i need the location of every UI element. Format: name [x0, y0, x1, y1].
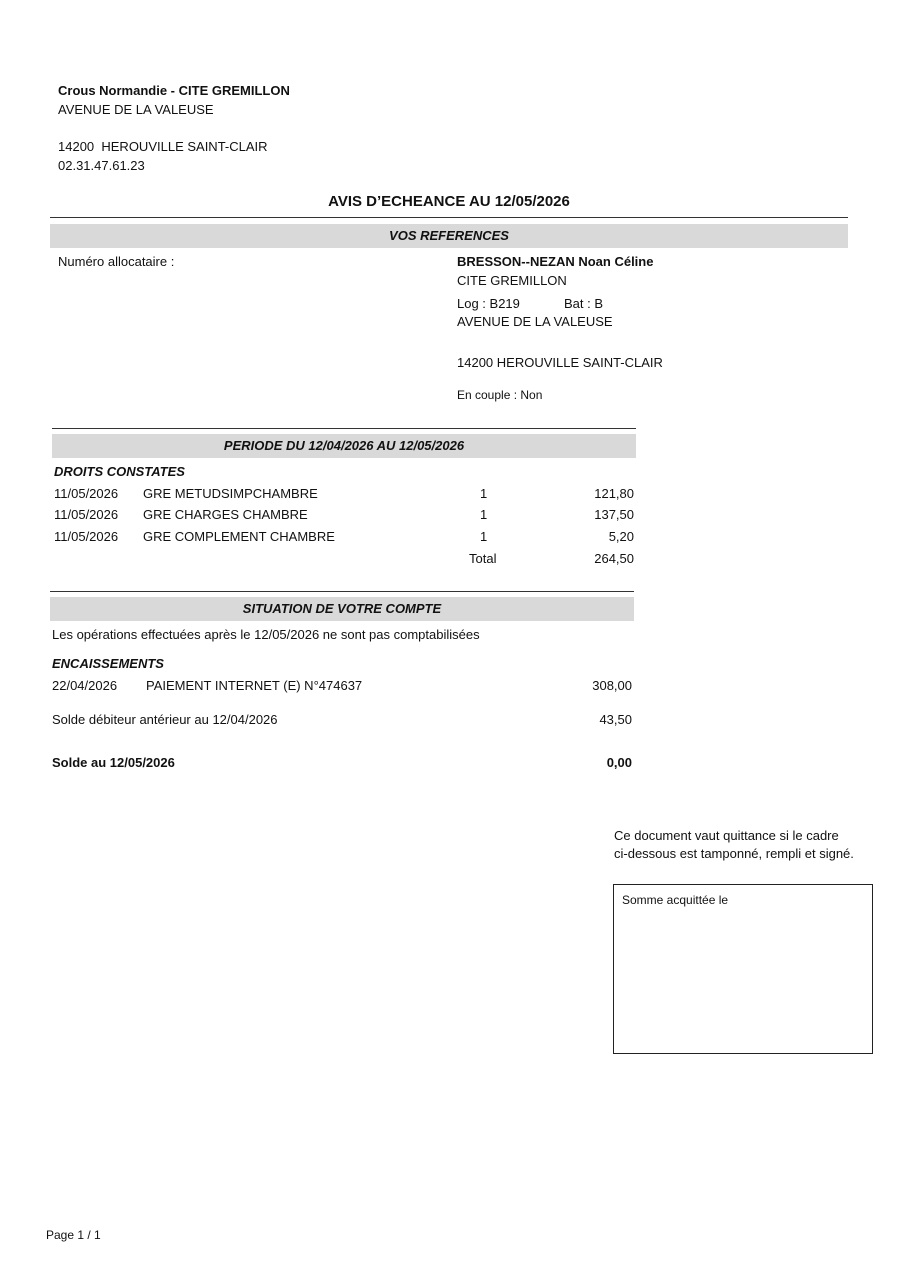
periode-rule: [52, 428, 636, 429]
receipt-stamp-box: [613, 884, 873, 1054]
receipt-box-label: Somme acquittée le: [622, 893, 729, 907]
periode-header: PERIODE DU 12/04/2026 AU 12/05/2026: [52, 434, 636, 458]
situation-rule: [50, 591, 634, 592]
solde-anterieur-value: 43,50: [599, 712, 632, 727]
total-value: 264,50: [594, 551, 634, 566]
sender-name: Crous Normandie - CITE GREMILLON: [58, 83, 290, 98]
encaissements-label: ENCAISSEMENTS: [52, 656, 164, 671]
quittance-line-1: Ce document vaut quittance si le cadre: [614, 828, 839, 843]
row-date: 11/05/2026: [54, 486, 119, 501]
solde-label: Solde au 12/05/2026: [52, 755, 175, 770]
row-qty: 1: [480, 486, 488, 501]
allocataire-label: Numéro allocataire :: [58, 254, 175, 269]
quittance-line-2: ci-dessous est tamponné, rempli et signé.: [614, 846, 854, 861]
row-date: 11/05/2026: [54, 529, 119, 544]
row-date: 11/05/2026: [54, 507, 119, 522]
recipient-couple: En couple : Non: [457, 388, 543, 402]
situation-notice: Les opérations effectuées après le 12/05/2026 ne sont pas comptabilisées: [52, 627, 480, 642]
sender-city: 14200 HEROUVILLE SAINT-CLAIR: [58, 139, 268, 154]
recipient-street: AVENUE DE LA VALEUSE: [457, 314, 613, 329]
row-amount: 5,20: [608, 529, 634, 544]
row-amount: 137,50: [594, 507, 634, 522]
document-title: AVIS D’ECHEANCE AU 12/05/2026: [328, 193, 570, 210]
page-number: Page 1 / 1: [46, 1228, 101, 1242]
row-qty: 1: [480, 507, 488, 522]
recipient-bat: Bat : B: [564, 296, 604, 311]
recipient-log: Log : B219: [457, 296, 520, 311]
encaissement-date: 22/04/2026: [52, 678, 118, 693]
encaissement-amount: 308,00: [592, 678, 632, 693]
recipient-name: BRESSON--NEZAN Noan Céline: [457, 254, 654, 269]
total-label: Total: [469, 551, 497, 566]
recipient-residence: CITE GREMILLON: [457, 273, 567, 288]
recipient-city: 14200 HEROUVILLE SAINT-CLAIR: [457, 355, 663, 370]
encaissement-label: PAIEMENT INTERNET (E) N°474637: [146, 678, 363, 693]
sender-street: AVENUE DE LA VALEUSE: [58, 102, 214, 117]
title-rule: [50, 217, 848, 218]
situation-header: SITUATION DE VOTRE COMPTE: [50, 597, 634, 621]
row-label: GRE METUDSIMPCHAMBRE: [143, 486, 318, 501]
solde-value: 0,00: [606, 755, 632, 770]
sender-phone: 02.31.47.61.23: [58, 158, 145, 173]
row-amount: 121,80: [594, 486, 634, 501]
row-label: GRE COMPLEMENT CHAMBRE: [143, 529, 335, 544]
row-qty: 1: [480, 529, 488, 544]
references-header: VOS REFERENCES: [50, 224, 848, 248]
row-label: GRE CHARGES CHAMBRE: [143, 507, 308, 522]
droits-label: DROITS CONSTATES: [54, 464, 185, 479]
solde-anterieur-label: Solde débiteur antérieur au 12/04/2026: [52, 712, 278, 727]
